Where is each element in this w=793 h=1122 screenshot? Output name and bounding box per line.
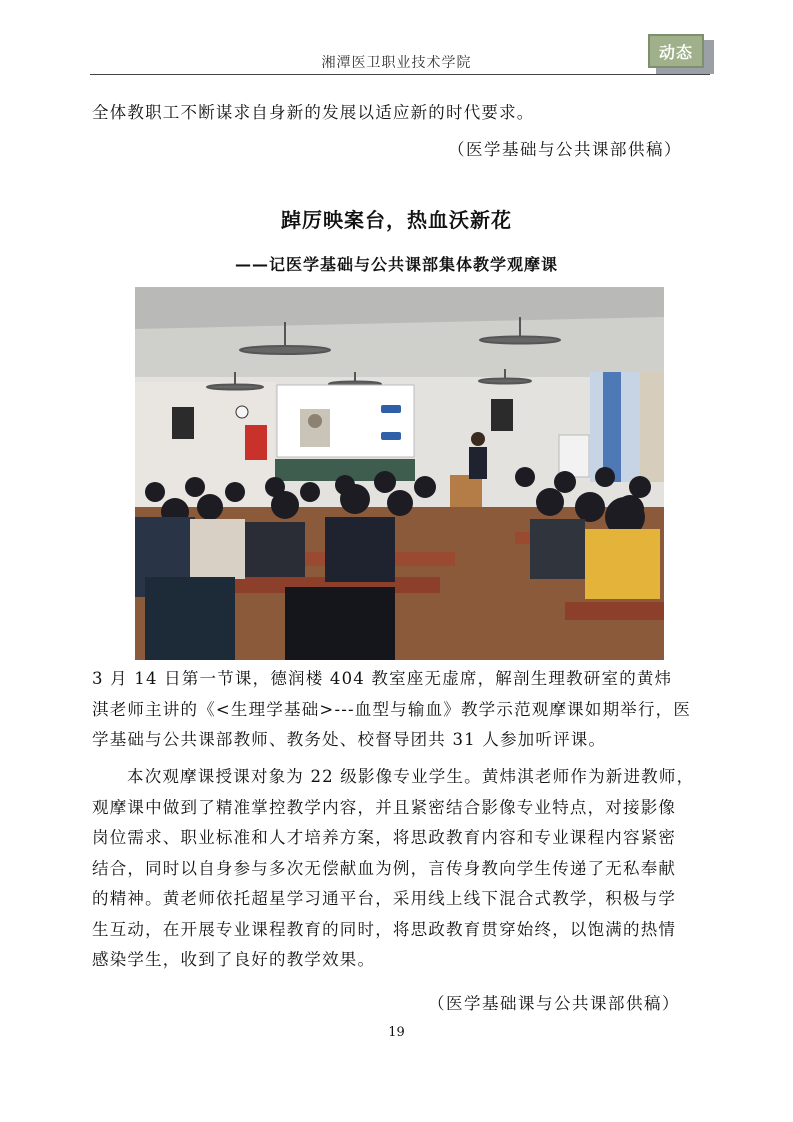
classroom-photo bbox=[135, 287, 664, 660]
previous-article-credit: （医学基础与公共课部供稿） bbox=[448, 140, 682, 159]
page-number: 19 bbox=[388, 1025, 405, 1040]
article-subtitle: ——记医学基础与公共课部集体教学观摩课 bbox=[234, 255, 558, 274]
article-title: 踔厉映案台，热血沃新花 bbox=[281, 208, 512, 232]
article-paragraph-1-line-3: 学基础与公共课部教师、教务处、校督导团共 31 人参加听评课。 bbox=[92, 730, 607, 749]
header-institution: 湘潭医卫职业技术学院 bbox=[321, 55, 472, 71]
article-paragraph-2-line-2: 观摩课中做到了精准掌控教学内容，并且紧密结合影像专业特点，对接影像 bbox=[92, 797, 677, 817]
previous-article-tail: 全体教职工不断谋求自身新的发展以适应新的时代要求。 bbox=[92, 103, 535, 122]
article-paragraph-2-line-4: 结合，同时以自身参与多次无偿献血为例，言传身教向学生传递了无私奉献 bbox=[92, 858, 677, 878]
header-divider bbox=[90, 74, 710, 75]
article-paragraph-1-line-1: 3 月 14 日第一节课，德润楼 404 教室座无虚席，解剖生理教研室的黄炜 bbox=[92, 669, 673, 688]
article-credit: （医学基础课与公共课部供稿） bbox=[428, 994, 680, 1013]
article-paragraph-2-line-3: 岗位需求、职业标准和人才培养方案，将思政教育内容和专业课程内容紧密 bbox=[92, 828, 677, 847]
article-paragraph-2-line-5: 的精神。黄老师依托超星学习通平台，采用线上线下混合式教学，积极与学 bbox=[92, 889, 677, 908]
article-paragraph-2-line-7: 感染学生，收到了良好的教学效果。 bbox=[92, 950, 376, 969]
article-paragraph-1-line-2: 淇老师主讲的《<生理学基础>---血型与输血》教学示范观摩课如期举行，医 bbox=[92, 699, 692, 719]
section-badge-label: 动态 bbox=[658, 42, 693, 62]
article-paragraph-2-line-1: 本次观摩课授课对象为 22 级影像专业学生。黄炜淇老师作为新进教师， bbox=[127, 767, 695, 786]
section-badge bbox=[648, 34, 704, 68]
article-paragraph-2-line-6: 生互动，在开展专业课程教育的同时，将思政教育贯穿始终，以饱满的热情 bbox=[92, 919, 677, 939]
